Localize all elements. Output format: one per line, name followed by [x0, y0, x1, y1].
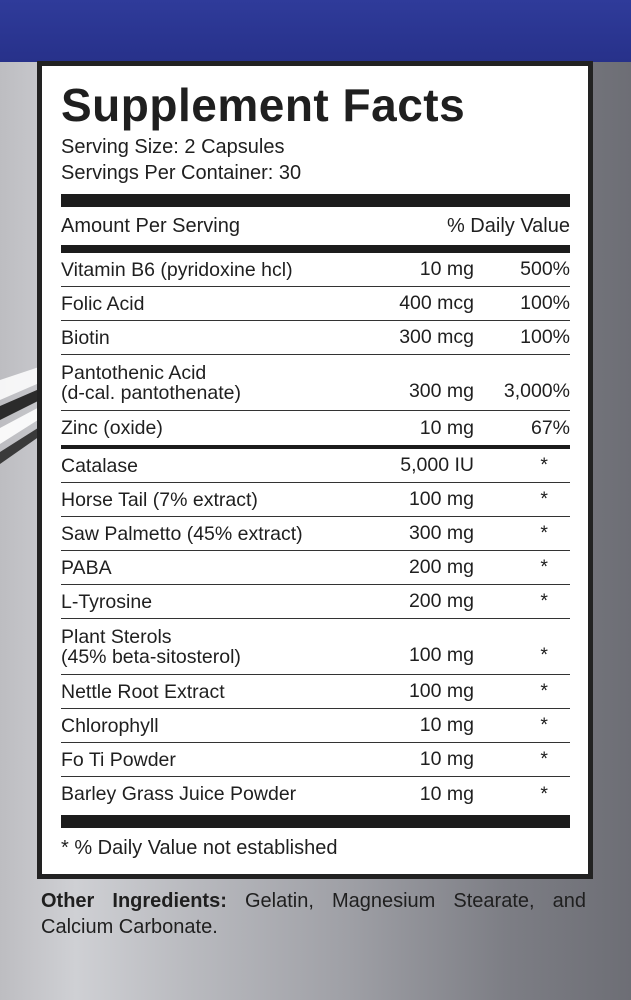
column-header-row	[61, 207, 570, 245]
ingredient-name: Saw Palmetto (45% extract)	[61, 522, 303, 545]
nutrient-amount: 300 mg	[408, 380, 474, 402]
ingredient-row	[61, 743, 570, 777]
nutrient-daily-value: 3,000%	[503, 380, 570, 402]
ingredient-row	[61, 675, 570, 709]
serving-size: Serving Size: 2 Capsules	[61, 136, 285, 158]
ingredient-amount: 200 mg	[408, 556, 474, 578]
ingredient-daily-value: *	[540, 454, 548, 476]
ingredient-row	[61, 585, 570, 619]
nutrient-row	[61, 411, 570, 445]
divider-thick-bottom	[61, 815, 570, 828]
divider-thick	[61, 194, 570, 207]
ingredient-amount: 100 mg	[408, 488, 474, 510]
ingredient-name: Chlorophyll	[61, 714, 159, 737]
nutrient-amount: 300 mcg	[399, 326, 474, 348]
other-ingredients	[41, 888, 586, 940]
ingredient-row	[61, 619, 570, 675]
ingredient-amount: 100 mg	[408, 680, 474, 702]
footnote: * % Daily Value not established	[61, 837, 338, 859]
other-ingredients-text: Gelatin, Magnesium Stearate, and Calcium Carbonate.	[41, 890, 586, 938]
nutrient-amount: 10 mg	[419, 258, 474, 280]
ingredient-daily-value: *	[540, 522, 548, 544]
divider-medium	[61, 245, 570, 253]
amount-per-serving-label: Amount Per Serving	[61, 214, 240, 237]
ingredient-amount: 10 mg	[419, 714, 474, 736]
nutrient-name-line2: (d-cal. pantothenate)	[61, 381, 241, 404]
ingredient-amount: 100 mg	[408, 644, 474, 666]
ingredient-daily-value: *	[540, 714, 548, 736]
ingredient-row	[61, 777, 570, 811]
nutrient-amount: 400 mcg	[399, 292, 474, 314]
ingredient-name	[61, 627, 334, 667]
nutrient-name: Folic Acid	[61, 292, 145, 315]
top-blue-band	[0, 0, 631, 62]
ingredient-daily-value: *	[540, 748, 548, 770]
ingredient-daily-value: *	[540, 590, 548, 612]
ingredient-name: Fo Ti Powder	[61, 748, 176, 771]
ingredient-daily-value: *	[540, 488, 548, 510]
nutrient-daily-value: 100%	[520, 326, 570, 348]
supplement-facts-label	[37, 61, 593, 879]
nutrient-daily-value: 100%	[520, 292, 570, 314]
ingredient-amount: 10 mg	[419, 748, 474, 770]
ingredient-amount: 10 mg	[419, 782, 474, 805]
ingredient-daily-value: *	[540, 644, 548, 666]
ingredient-amount: 300 mg	[408, 522, 474, 544]
ingredient-row	[61, 449, 570, 483]
nutrient-row	[61, 253, 570, 287]
label-content	[42, 66, 588, 874]
ingredient-amount: 5,000 IU	[400, 454, 474, 476]
ingredient-name: Horse Tail (7% extract)	[61, 488, 258, 511]
ingredient-row	[61, 517, 570, 551]
ingredient-name: PABA	[61, 556, 112, 579]
ingredient-amount: 200 mg	[408, 590, 474, 612]
nutrient-name	[61, 363, 334, 403]
ingredient-daily-value: *	[540, 556, 548, 578]
ingredient-name-line1: Plant Sterols	[61, 625, 172, 648]
nutrient-name-line1: Pantothenic Acid	[61, 361, 207, 384]
ingredient-name: Nettle Root Extract	[61, 680, 225, 703]
nutrient-name: Vitamin B6 (pyridoxine hcl)	[61, 258, 293, 281]
ingredient-row	[61, 483, 570, 517]
ingredient-name: L-Tyrosine	[61, 590, 153, 613]
ingredient-name: Catalase	[61, 454, 138, 477]
ingredient-row	[61, 551, 570, 585]
ingredient-name: Barley Grass Juice Powder	[61, 783, 297, 805]
nutrient-row	[61, 287, 570, 321]
servings-per-container: Servings Per Container: 30	[61, 162, 302, 184]
nutrient-daily-value: 67%	[530, 416, 570, 439]
label-title: Supplement Facts	[61, 79, 466, 131]
nutrient-row	[61, 321, 570, 355]
daily-value-label: % Daily Value	[446, 214, 570, 237]
nutrient-name: Zinc (oxide)	[61, 417, 163, 439]
ingredient-daily-value: *	[540, 782, 548, 805]
nutrient-amount: 10 mg	[419, 416, 474, 439]
ingredient-name-line2: (45% beta-sitosterol)	[61, 645, 241, 668]
nutrient-name: Biotin	[61, 326, 110, 349]
nutrient-row	[61, 355, 570, 411]
other-ingredients-label: Other Ingredients:	[41, 890, 227, 912]
ingredient-row	[61, 709, 570, 743]
nutrient-daily-value: 500%	[520, 258, 570, 280]
ingredient-daily-value: *	[540, 680, 548, 702]
